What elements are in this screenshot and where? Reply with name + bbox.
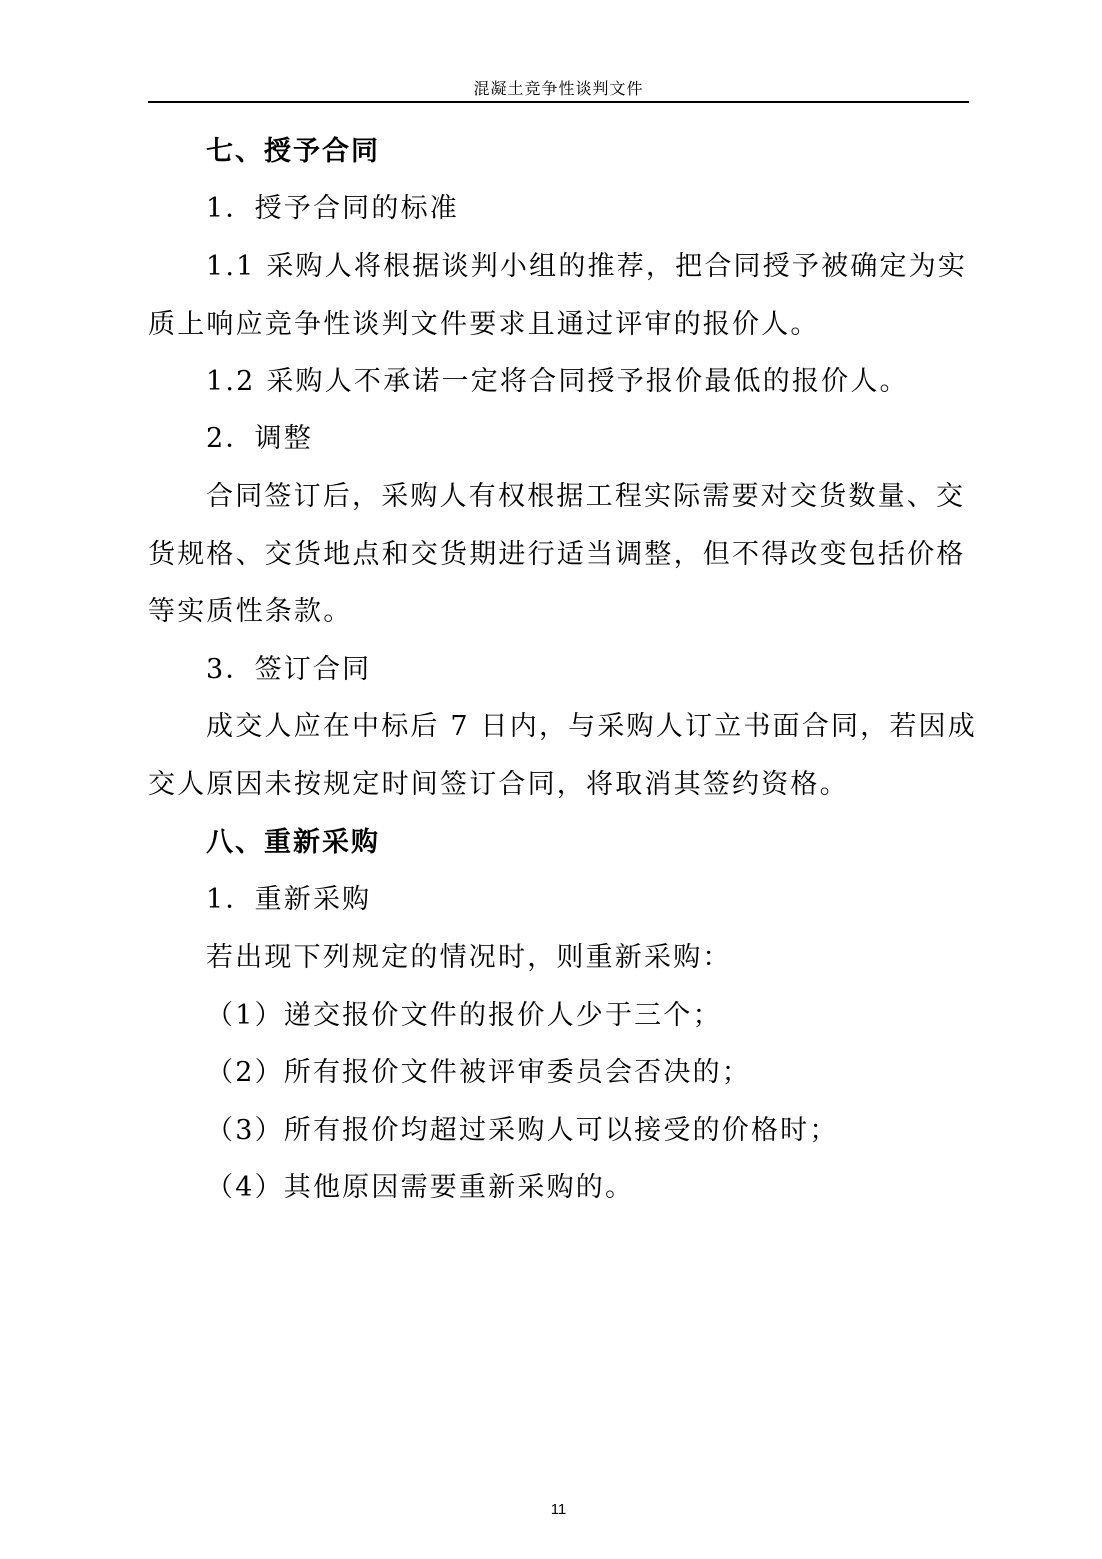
section-heading-award-contract: 七、授予合同 bbox=[206, 136, 380, 167]
subheading-re-procurement: 1．重新采购 bbox=[206, 884, 372, 915]
paragraph-line: 1.1 采购人将根据谈判小组的推荐，把合同授予被确定为实 bbox=[206, 251, 968, 282]
list-item: （4）其他原因需要重新采购的。 bbox=[206, 1172, 635, 1203]
subheading-sign-contract: 3．签订合同 bbox=[206, 654, 372, 685]
paragraph-line: 货规格、交货地点和交货期进行适当调整，但不得改变包括价格 bbox=[148, 539, 966, 570]
list-item: （1）递交报价文件的报价人少于三个； bbox=[206, 1000, 722, 1031]
paragraph-line: 等实质性条款。 bbox=[148, 596, 353, 627]
paragraph-line: 成交人应在中标后 7 日内，与采购人订立书面合同，若因成 bbox=[206, 711, 977, 742]
list-item: （3）所有报价均超过采购人可以接受的价格时； bbox=[206, 1115, 839, 1146]
subheading-adjustment: 2．调整 bbox=[206, 423, 313, 454]
header-rule bbox=[148, 101, 969, 103]
section-heading-re-procurement: 八、重新采购 bbox=[206, 827, 380, 858]
paragraph-line: 1.2 采购人不承诺一定将合同授予报价最低的报价人。 bbox=[206, 366, 909, 397]
paragraph-line: 交人原因未按规定时间签订合同，将取消其签约资格。 bbox=[148, 769, 849, 800]
paragraph-line: 合同签订后，采购人有权根据工程实际需要对交货数量、交 bbox=[206, 481, 966, 512]
paragraph-line: 若出现下列规定的情况时，则重新采购： bbox=[206, 942, 732, 973]
list-item: （2）所有报价文件被评审委员会否决的； bbox=[206, 1057, 751, 1088]
subheading-award-criteria: 1．授予合同的标准 bbox=[206, 193, 459, 224]
page-number: 11 bbox=[550, 1501, 567, 1518]
paragraph-line: 质上响应竞争性谈判文件要求且通过评审的报价人。 bbox=[148, 309, 820, 340]
running-header: 混凝土竞争性谈判文件 bbox=[473, 79, 644, 98]
